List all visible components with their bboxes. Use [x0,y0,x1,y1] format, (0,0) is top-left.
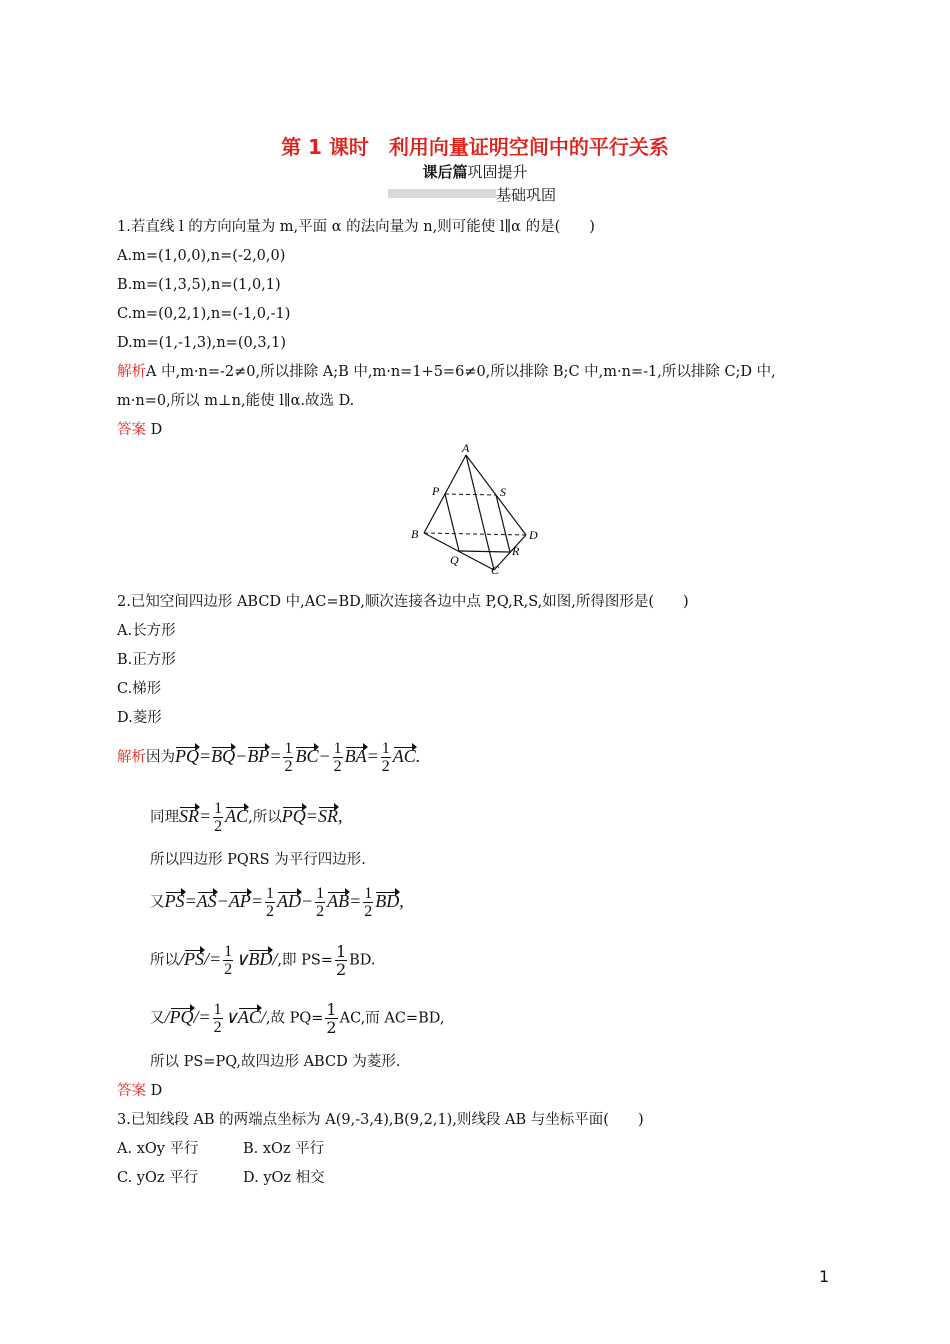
denominator: 2 [326,1018,337,1038]
vector-pq: PQ [281,805,306,826]
q2-analysis-line-2 [150,800,342,835]
text: BD. [349,952,376,969]
q1-stem: 1.若直线 l 的方向向量为 m,平面 α 的法向量为 n,则可能使 l∥α 的是( ) [117,219,595,235]
op: / [272,948,278,969]
tetrahedron-figure [400,440,550,580]
op: = [184,890,197,911]
text: 因为 [146,749,175,766]
q2-analysis-line-1 [117,740,420,775]
q1-option-b: B.m=(1,3,5),n=(1,0,1) [117,277,281,293]
q2-analysis-line-3: 所以四边形 PQRS 为平行四边形. [150,852,366,868]
q2-answer-label: 答案 [117,1083,146,1099]
vector-ac: AC [392,745,416,766]
op: /= [204,948,222,969]
op: /= [193,1006,211,1027]
denominator: 2 [265,903,274,920]
math-expr [179,800,249,835]
fraction [325,1001,337,1036]
op: − [318,745,331,766]
label-q: Q [450,553,459,567]
math-expr [175,740,421,775]
q1-answer-value: D [150,422,163,438]
vector-pq: PQ [175,745,199,766]
vector-ba: BA [344,745,367,766]
q1-analysis-label: 解析 [117,364,146,380]
label-r: R [512,544,520,558]
subtitle-rest: 巩固提升 [467,163,528,181]
numerator: 1 [265,885,274,902]
q1-answer [117,420,162,440]
fraction [213,1001,223,1036]
denominator: 2 [381,758,390,775]
vector-sr: SR [317,805,338,826]
numerator: 1 [364,885,373,902]
op: = [269,745,282,766]
page-title: 第 1 课时 利用向量证明空间中的平行关系 [281,135,669,159]
q2-analysis-line-5 [150,943,376,978]
q1-analysis [117,362,776,382]
op: = [199,745,212,766]
op: , [399,890,404,911]
q2-answer [117,1081,162,1101]
op: ∨ [224,1006,238,1027]
numerator: 1 [335,942,347,962]
numerator: 1 [224,943,233,960]
vector-sr: SR [179,805,199,826]
q2-option-c: C.梯形 [117,681,162,697]
text: ,故 PQ= [265,1010,324,1027]
q2-analysis-line-7: 所以 PS=PQ,故四边形 ABCD 为菱形. [150,1054,401,1070]
math-expr [164,1001,266,1036]
op: / [179,948,185,969]
math-expr [164,885,404,920]
text: 所以 [150,952,179,969]
denominator: 2 [316,903,325,920]
vector-bp: BP [247,745,270,766]
vector-bc: BC [295,745,319,766]
label-b: B [411,527,419,541]
subtitle-bold: 课后篇 [422,163,468,181]
vector-ab: AB [327,890,350,911]
q1-analysis-text-1: A 中,m·n=-2≠0,所以排除 A;B 中,m·n=1+5=6≠0,所以排除 B;C 中,m·n=-1,所以排除 C;D 中, [146,364,776,380]
label-d: D [529,528,538,542]
q1-option-a: A.m=(1,0,0),n=(-2,0,0) [117,248,286,264]
q3-option-b: B. xOz 平行 [243,1141,325,1157]
op: = [349,890,362,911]
math-expr [282,806,343,826]
vector-ps: PS [164,890,185,911]
denominator: 2 [284,758,293,775]
numerator: 1 [333,740,342,757]
numerator: 1 [214,800,223,817]
q1-option-c: C.m=(0,2,1),n=(-1,0,-1) [117,306,291,322]
fraction [315,885,325,920]
vector-ps: PS [184,948,205,969]
vector-bd: BD [375,890,400,911]
q2-analysis-line-4 [150,885,404,920]
op: = [250,890,263,911]
q3-option-c: C. yOz 平行 [117,1170,199,1186]
fraction [363,885,373,920]
label-a: A [462,441,470,455]
op: − [300,890,314,911]
op: ∨ [235,948,249,969]
section-label: 基础巩固 [496,186,557,204]
denominator: 2 [224,961,233,978]
fraction [283,740,293,775]
numerator: 1 [316,885,325,902]
denominator: 2 [214,818,223,835]
section-subtitle [0,161,950,182]
fraction [333,740,343,775]
op: , [337,805,343,826]
numerator: 1 [326,1000,337,1020]
q1-analysis-text-2: m·n=0,所以 m⊥n,能使 l∥α.故选 D. [117,393,355,409]
op: − [235,745,248,766]
op: . [415,745,421,766]
op: = [305,805,318,826]
label-p: P [432,484,440,498]
op: / [260,1006,266,1027]
fraction [223,943,233,978]
numerator: 1 [284,740,293,757]
op: = [199,805,212,826]
q2-option-d: D.菱形 [117,710,162,726]
q2-analysis-label: 解析 [117,749,146,766]
op: / [164,1006,170,1027]
vector-bd: BD [248,948,273,969]
vector-pq: PQ [169,1006,194,1027]
vector-bq: BQ [211,745,236,766]
q2-answer-value: D [150,1083,163,1099]
math-expr [179,943,278,978]
op: − [216,890,229,911]
q2-analysis-line-6 [150,1001,444,1036]
vector-ap: AP [228,890,251,911]
denominator: 2 [333,758,342,775]
vector-ac: AC [237,1006,261,1027]
q2-option-a: A.长方形 [117,623,176,639]
vector-ad: AD [276,890,301,911]
denominator: 2 [213,1019,222,1036]
q3-stem: 3.已知线段 AB 的两端点坐标为 A(9,-3,4),B(9,2,1),则线段 AB 与坐标平面( ) [117,1112,644,1128]
text: ,所以 [248,809,282,826]
q3-option-d: D. yOz 相交 [243,1170,325,1186]
q3-option-a: A. xOy 平行 [117,1141,199,1157]
text: ,即 PS= [277,952,333,969]
label-c: C [491,563,500,577]
op: = [366,745,379,766]
text: AC,而 AC=BD, [339,1010,445,1027]
text: 又 [150,1010,165,1027]
page-number: 1 [819,1267,830,1286]
section-bar [388,189,496,198]
text: 又 [150,894,165,911]
denominator: 2 [364,903,373,920]
numerator: 1 [213,1001,222,1018]
denominator: 2 [335,960,347,980]
vector-ac: AC [225,805,249,826]
label-s: S [500,485,506,499]
fraction [213,800,223,835]
fraction [381,740,391,775]
fraction [265,885,275,920]
q2-stem: 2.已知空间四边形 ABCD 中,AC=BD,顺次连接各边中点 P,Q,R,S,如图,所得图形是( ) [117,594,689,610]
vector-as: AS [196,890,217,911]
numerator: 1 [381,740,390,757]
q1-option-d: D.m=(1,-1,3),n=(0,3,1) [117,335,287,351]
text: 同理 [150,809,179,826]
fraction [335,943,347,978]
q1-answer-label: 答案 [117,422,146,438]
q2-option-b: B.正方形 [117,652,176,668]
